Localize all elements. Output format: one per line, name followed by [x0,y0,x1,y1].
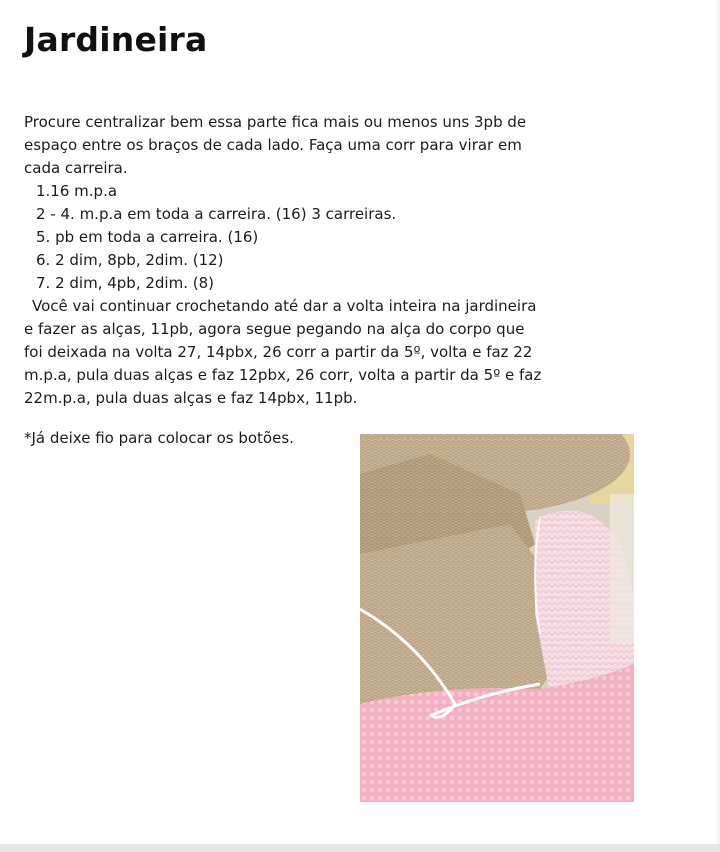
page-bottom-edge [0,844,720,852]
step-item: 6. 2 dim, 8pb, 2dim. (12) [36,251,224,269]
note-text: *Já deixe fio para colocar os botões. [24,429,294,447]
step-item: 2 - 4. m.p.a em toda a carreira. (16) 3 carreiras. [36,205,397,223]
step-item: 5. pb em toda a carreira. (16) [36,228,259,246]
intro-paragraph: Procure centralizar bem essa parte fica mais ou menos uns 3pb de espaço entre os braços de cada lado. Faça uma corr para virar em cada carreira. [24,113,527,177]
step-item: 7. 2 dim, 4pb, 2dim. (8) [36,274,214,292]
crochet-photo [360,434,634,802]
instructions-body [24,111,544,410]
page-edge-shadow [714,0,720,852]
crochet-photo-illustration [360,434,634,802]
continuation-paragraph: Você vai continuar crochetando até dar a volta inteira na jardineira e fazer as alças, 11pb, agora segue pegando na alça do corpo que foi deixada na volta 27, 14pbx, 26 corr a partir da 5º, volta e faz 22 m.p.a, pula duas alças e faz 12pbx, 26 corr, volta a partir da 5º e faz 22m.p.a, pula duas alças e faz 14pbx, 11pb. [24,297,542,407]
page-title: Jardineira [24,20,208,59]
steps-list [24,180,544,295]
amigurumi-body [360,524,550,714]
step-item: 1.16 m.p.a [36,182,118,200]
light-reflection [610,494,634,644]
